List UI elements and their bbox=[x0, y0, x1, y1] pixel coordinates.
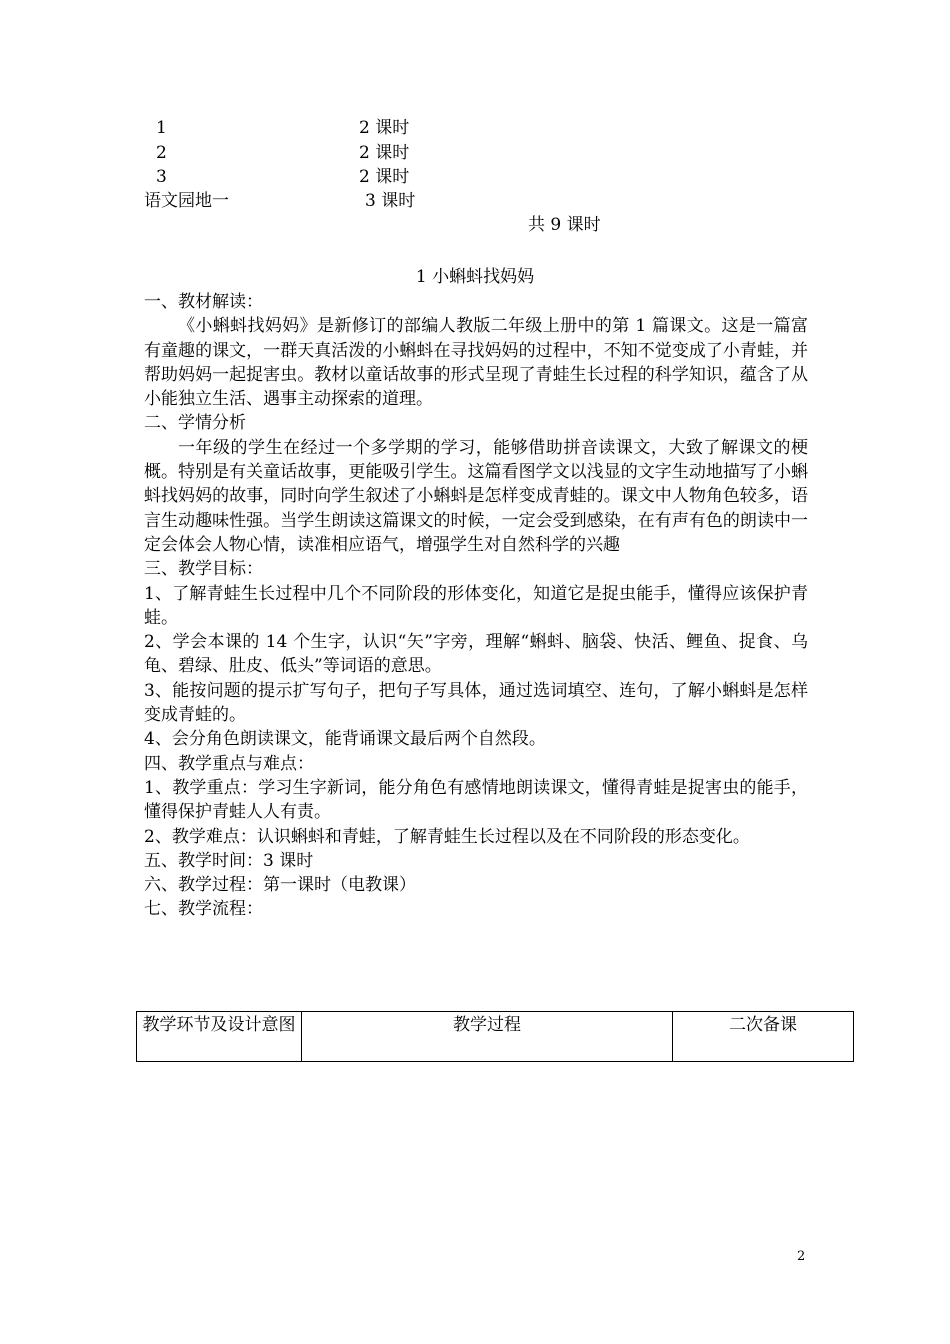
goal-item: 1、了解青蛙生长过程中几个不同阶段的形体变化，知道它是捉虫能手，懂得应该保护青蛙。 bbox=[144, 583, 808, 628]
header-second-prep: 二次备课 bbox=[673, 1012, 854, 1062]
schedule-label-1: 1 bbox=[156, 118, 167, 138]
schedule-hours-2: 2 课时 bbox=[359, 143, 410, 163]
schedule-label-2: 2 bbox=[156, 143, 167, 163]
focus-item: 1、教学重点：学习生字新词，能分角色有感情地朗读课文，懂得青蛙是捉害虫的能手，懂得保护青蛙人人有责。 bbox=[144, 777, 808, 823]
goal-item: 2、学会本课的 14 个生字，认识“矢”字旁，理解“蝌蚪、脑袋、快活、鲤鱼、捉食、乌龟、碧绿、肚皮、低头”等词语的意思。 bbox=[144, 632, 808, 677]
lesson-plan-table bbox=[136, 1011, 854, 1062]
lesson-title: 1 小蝌蚪找妈妈 bbox=[415, 267, 535, 287]
section-teaching-process: 六、教学过程：第一课时（电教课） bbox=[144, 875, 416, 896]
header-teaching-process: 教学过程 bbox=[302, 1012, 673, 1062]
section-teaching-time: 五、教学时间：3 课时 bbox=[144, 850, 314, 871]
section-heading-2: 二、学情分析 bbox=[144, 413, 246, 434]
page-number: 2 bbox=[797, 1249, 806, 1264]
focus-item: 2、教学难点：认识蝌蚪和青蛙，了解青蛙生长过程以及在不同阶段的形态变化。 bbox=[144, 826, 750, 847]
section-heading-1: 一、教材解读： bbox=[144, 292, 263, 312]
total-hours: 共 9 课时 bbox=[528, 215, 601, 235]
lesson-body bbox=[144, 290, 808, 922]
table-header-row bbox=[137, 1012, 854, 1062]
section-heading-4: 四、教学重点与难点： bbox=[144, 753, 314, 774]
schedule-label-3: 3 bbox=[156, 167, 167, 187]
schedule-label-4: 语文园地一 bbox=[144, 191, 229, 211]
header-design-intent: 教学环节及设计意图 bbox=[137, 1012, 302, 1062]
section-text-1: 《小蝌蚪找妈妈》是新修订的部编人教版二年级上册中的第 1 篇课文。这是一篇富有童趣的课文，一群天真活泼的小蝌蚪在寻找妈妈的过程中，不知不觉变成了小青蛙，并帮助妈妈一起捉害虫。教材以童话故事的形式呈现了青蛙生长过程的科学知识，蕴含了从小能独立生活、遇事主动探索的道理。 bbox=[144, 316, 808, 410]
section-text-2: 一年级的学生在经过一个多学期的学习，能够借助拼音读课文，大致了解课文的梗概。特别是有关童话故事，更能吸引学生。这篇看图学文以浅显的文字生动地描写了小蝌蚪找妈妈的故事，同时向学生叙述了小蝌蚪是怎样变成青蛙的。课文中人物角色较多，语言生动趣味性强。当学生朗读这篇课文的时候，一定会受到感染，在有声有色的朗读中一定会体会人物心情，读准相应语气，增强学生对自然科学的兴趣 bbox=[144, 437, 808, 555]
section-heading-3: 三、教学目标： bbox=[144, 559, 263, 580]
goal-item: 3、能按问题的提示扩写句子，把句子写具体，通过选词填空、连句，了解小蝌蚪是怎样变成青蛙的。 bbox=[144, 680, 808, 726]
schedule-hours-3: 2 课时 bbox=[359, 167, 410, 187]
schedule-hours-1: 2 课时 bbox=[359, 118, 410, 138]
goal-item: 4、会分角色朗读课文，能背诵课文最后两个自然段。 bbox=[144, 729, 546, 750]
section-teaching-flow: 七、教学流程： bbox=[144, 899, 263, 920]
schedule-hours-4: 3 课时 bbox=[365, 191, 416, 211]
